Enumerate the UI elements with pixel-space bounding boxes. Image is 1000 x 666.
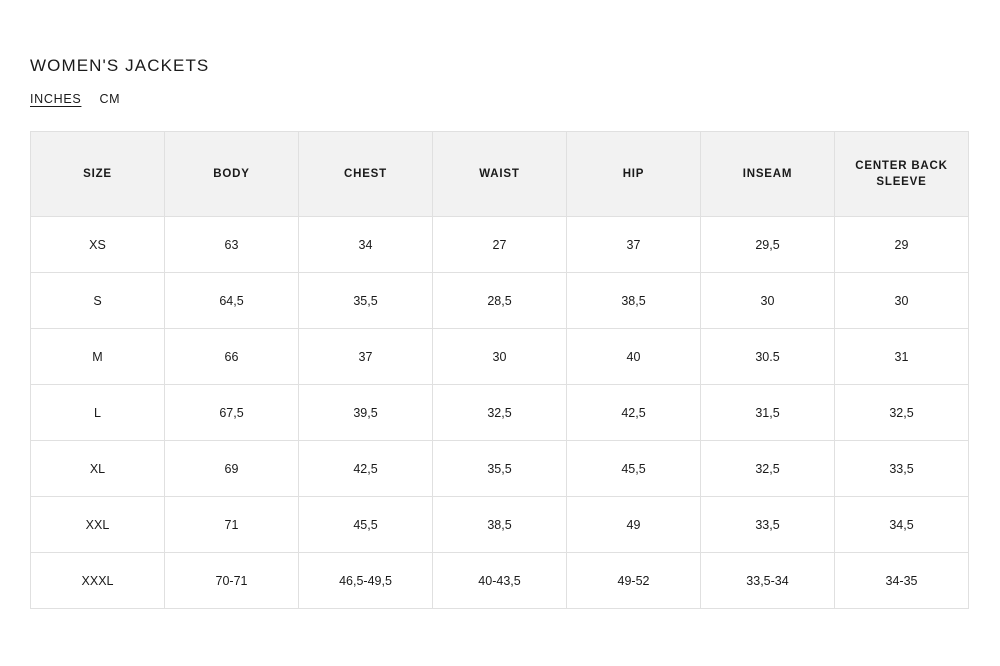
cell-center-back-sleeve: 30 <box>835 273 969 329</box>
table-row <box>31 441 969 497</box>
cell-chest: 45,5 <box>299 497 433 553</box>
cell-size: M <box>31 329 165 385</box>
cell-chest: 35,5 <box>299 273 433 329</box>
cell-body: 67,5 <box>165 385 299 441</box>
cell-chest: 39,5 <box>299 385 433 441</box>
cell-chest: 42,5 <box>299 441 433 497</box>
column-header-center-back-sleeve: CENTER BACK SLEEVE <box>835 132 969 217</box>
table-row <box>31 385 969 441</box>
cell-size: XXL <box>31 497 165 553</box>
column-header-inseam: INSEAM <box>701 132 835 217</box>
cell-body: 70-71 <box>165 553 299 609</box>
cell-waist: 35,5 <box>433 441 567 497</box>
cell-size: S <box>31 273 165 329</box>
cell-chest: 34 <box>299 217 433 273</box>
cell-center-back-sleeve: 33,5 <box>835 441 969 497</box>
table-row <box>31 273 969 329</box>
cell-waist: 30 <box>433 329 567 385</box>
cell-inseam: 30 <box>701 273 835 329</box>
cell-size: XS <box>31 217 165 273</box>
table-header <box>31 132 969 217</box>
unit-toggle <box>30 92 970 107</box>
cell-inseam: 30.5 <box>701 329 835 385</box>
cell-size: XXXL <box>31 553 165 609</box>
column-header-body: BODY <box>165 132 299 217</box>
cell-body: 64,5 <box>165 273 299 329</box>
cell-center-back-sleeve: 34-35 <box>835 553 969 609</box>
cell-size: XL <box>31 441 165 497</box>
column-header-hip: HIP <box>567 132 701 217</box>
size-table <box>30 131 969 609</box>
cell-body: 63 <box>165 217 299 273</box>
cell-waist: 27 <box>433 217 567 273</box>
column-header-waist: WAIST <box>433 132 567 217</box>
cell-hip: 45,5 <box>567 441 701 497</box>
table-row <box>31 329 969 385</box>
cell-hip: 37 <box>567 217 701 273</box>
cell-body: 71 <box>165 497 299 553</box>
cell-hip: 40 <box>567 329 701 385</box>
cell-center-back-sleeve: 32,5 <box>835 385 969 441</box>
cell-inseam: 31,5 <box>701 385 835 441</box>
cell-waist: 38,5 <box>433 497 567 553</box>
cell-waist: 32,5 <box>433 385 567 441</box>
table-row <box>31 497 969 553</box>
cell-inseam: 29,5 <box>701 217 835 273</box>
cell-chest: 37 <box>299 329 433 385</box>
cell-waist: 40-43,5 <box>433 553 567 609</box>
cell-inseam: 33,5 <box>701 497 835 553</box>
cell-hip: 49 <box>567 497 701 553</box>
cell-hip: 49-52 <box>567 553 701 609</box>
cell-chest: 46,5-49,5 <box>299 553 433 609</box>
cell-inseam: 33,5-34 <box>701 553 835 609</box>
column-header-chest: CHEST <box>299 132 433 217</box>
table-row <box>31 553 969 609</box>
unit-option-cm[interactable]: CM <box>99 92 121 107</box>
cell-body: 69 <box>165 441 299 497</box>
cell-inseam: 32,5 <box>701 441 835 497</box>
cell-size: L <box>31 385 165 441</box>
page-title: WOMEN'S JACKETS <box>30 56 210 75</box>
cell-hip: 38,5 <box>567 273 701 329</box>
cell-center-back-sleeve: 31 <box>835 329 969 385</box>
unit-option-inches[interactable]: INCHES <box>30 92 82 107</box>
cell-center-back-sleeve: 34,5 <box>835 497 969 553</box>
cell-body: 66 <box>165 329 299 385</box>
cell-hip: 42,5 <box>567 385 701 441</box>
table-header-row <box>31 132 969 217</box>
column-header-size: SIZE <box>31 132 165 217</box>
cell-center-back-sleeve: 29 <box>835 217 969 273</box>
table-row <box>31 217 969 273</box>
cell-waist: 28,5 <box>433 273 567 329</box>
table-body <box>31 217 969 609</box>
